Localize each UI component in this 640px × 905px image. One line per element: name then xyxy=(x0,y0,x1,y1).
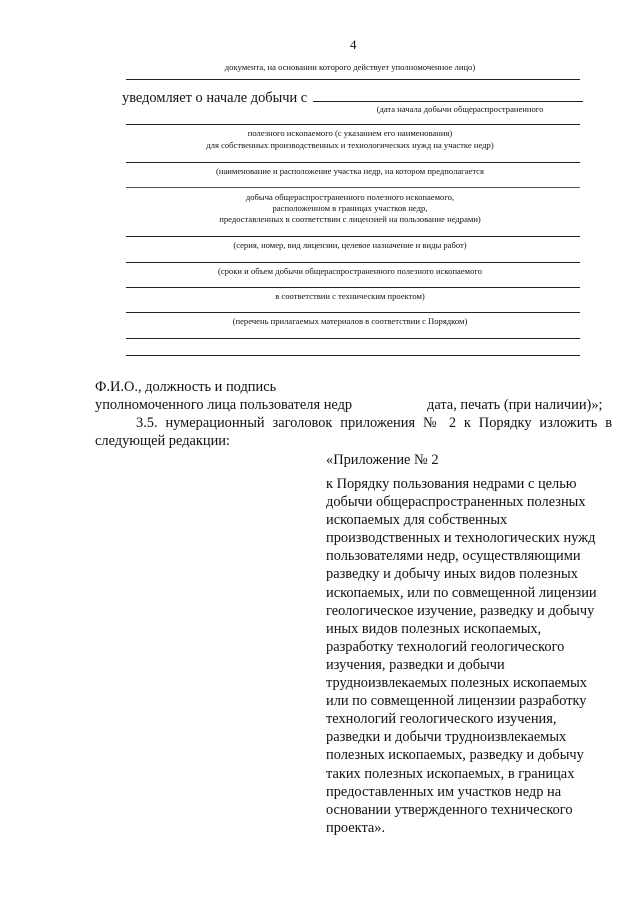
page-number: 4 xyxy=(350,37,357,52)
form-rule-4 xyxy=(126,187,580,188)
appendix-line: разведку и добычу иных видов полезных xyxy=(326,566,578,583)
appendix-line: добычи общераспространенных полезных xyxy=(326,494,586,511)
form-rule-2 xyxy=(126,124,580,125)
appendix-line: таких полезных ископаемых, в границах xyxy=(326,765,575,782)
appendix-line: полезных ископаемых, разведку и добычу xyxy=(326,747,584,764)
caption-extraction-3: предоставленных в соответствии с лицензией на пользование недрами) xyxy=(219,214,481,224)
appendix-line: разведки и добычи трудноизвлекаемых xyxy=(326,729,567,746)
signature-line-1: Ф.И.О., должность и подпись xyxy=(95,379,277,395)
caption-site: (наименование и расположение участка недр, на котором предполагается xyxy=(216,166,484,176)
caption-terms: (сроки и объем добычи общераспространенного полезного ископаемого xyxy=(217,266,483,276)
form-rule-3 xyxy=(126,162,580,163)
caption-mineral-2: для собственных производственных и технологических нужд на участке недр) xyxy=(206,140,494,150)
appendix-line: разработку технологий геологического xyxy=(326,638,565,655)
appendix-line: ископаемых для собственных xyxy=(326,512,508,529)
appendix-line: или по совмещенной лицензии разработку xyxy=(326,693,587,710)
appendix-text xyxy=(326,475,616,837)
appendix-title: «Приложение № 2 xyxy=(326,452,439,468)
appendix-line: пользователями недр, осуществляющими xyxy=(326,548,581,565)
form-rule-10 xyxy=(126,355,580,356)
clause-line-2: следующей редакции: xyxy=(95,433,230,449)
form-rule-start-date xyxy=(313,101,583,102)
form-rule-8 xyxy=(126,312,580,313)
caption-materials: (перечень прилагаемых материалов в соответствии с Порядком) xyxy=(232,316,468,326)
clause-line-1: 3.5. нумерационный заголовок приложения № 2 к Порядку изложить в xyxy=(136,415,612,431)
appendix-line: предоставленных им участков недр на xyxy=(326,783,562,800)
form-rule-6 xyxy=(126,262,580,263)
appendix-line: ископаемых, или по совмещенной лицензии xyxy=(326,584,597,601)
form-rule-1 xyxy=(126,79,580,80)
appendix-line: изучения, разведки и добычи xyxy=(326,656,505,673)
notify-label: уведомляет о начале добычи с xyxy=(122,90,308,106)
appendix-line: технологий геологического изучения, xyxy=(326,711,557,728)
caption-license: (серия, номер, вид лицензии, целевое назначение и виды работ) xyxy=(233,240,467,250)
appendix-line: к Порядку пользования недрами с целью xyxy=(326,476,577,492)
form-rule-9 xyxy=(126,338,580,339)
appendix-line: производственных и технологических нужд xyxy=(326,530,596,547)
signature-line-2-left: уполномоченного лица пользователя недр xyxy=(95,397,353,413)
caption-project: в соответствии с техническим проектом) xyxy=(275,291,425,301)
caption-extraction-2: расположенном в границах участков недр, xyxy=(272,203,428,213)
caption-start-date: (дата начала добычи общераспространенного xyxy=(376,104,544,114)
appendix-line: геологическое изучение, разведку и добычу xyxy=(326,602,595,619)
form-rule-5 xyxy=(126,236,580,237)
caption-mineral-1: полезного ископаемого (с указанием его наименования) xyxy=(247,128,453,138)
appendix-line: проекта». xyxy=(326,819,386,836)
appendix-line: трудноизвлекаемых полезных ископаемых xyxy=(326,675,587,692)
appendix-line: основании утвержденного технического xyxy=(326,801,573,818)
caption-document: документа, на основании которого действует уполномоченное лицо) xyxy=(224,62,476,72)
signature-line-2-right: дата, печать (при наличии)»; xyxy=(427,397,603,413)
form-rule-7 xyxy=(126,287,580,288)
appendix-line: иных видов полезных ископаемых, xyxy=(326,620,542,637)
caption-extraction-1: добыча общераспространенного полезного ископаемого, xyxy=(245,192,455,202)
